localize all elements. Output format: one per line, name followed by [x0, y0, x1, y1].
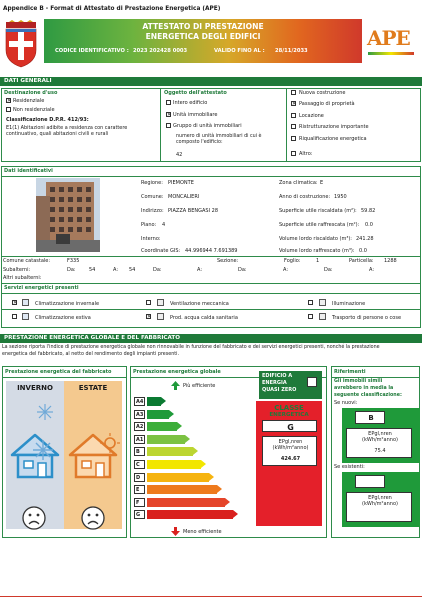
- region-logo: [2, 20, 40, 68]
- checkbox-new-construction[interactable]: [291, 90, 296, 95]
- cadastral-top-rule: [1, 256, 421, 257]
- ref-existing-ep-2: (kWh/m²anno): [362, 501, 398, 507]
- ep-label-2: (kWh/m²anno): [272, 445, 309, 451]
- ref-existing-label: Se esistenti:: [334, 464, 365, 470]
- scale-class-box-f: F: [134, 498, 145, 507]
- scale-arrow-c: [147, 460, 201, 469]
- ep-box: [262, 436, 317, 466]
- lighting-label: Illuminazione: [332, 301, 366, 307]
- use-nonresidential-label: Non residenziale: [13, 107, 55, 113]
- references-title: Riferimenti: [334, 369, 366, 375]
- other-subalterni-label: Altri subalterni:: [3, 275, 42, 281]
- region-label: Regione:: [141, 180, 163, 186]
- use-residential-label: Residenziale: [13, 98, 45, 104]
- ep-value: 424.67: [280, 456, 301, 462]
- section-general-bar: DATI GENERALI: [0, 77, 422, 86]
- municipality-value: MONCALIERI: [168, 194, 200, 200]
- classification-text-1: E1(1) Abitazioni adibite a residenza con carattere: [6, 125, 128, 131]
- cadastral-value: F335: [67, 258, 80, 264]
- checkbox-lease[interactable]: [291, 113, 296, 118]
- ref-text-1: Gli immobili simili: [334, 379, 383, 384]
- scale-arrow-d: [147, 473, 209, 482]
- checkbox-residential[interactable]: ✕: [7, 98, 12, 104]
- identification-title: Dati identificativi: [4, 168, 53, 174]
- address-label: Indirizzo:: [141, 208, 164, 214]
- arrow-up-icon: [171, 381, 180, 390]
- piemonte-shield-icon: [2, 20, 40, 68]
- municipality-label: Comune:: [141, 194, 164, 200]
- ape-logo-underline: [368, 52, 414, 55]
- banner-title-line2: ENERGETICA DEGLI EDIFICI: [145, 32, 261, 41]
- cadastral-label: Comune catastale:: [3, 258, 51, 264]
- address-value: PIAZZA BENGASI 28: [168, 208, 218, 214]
- snowflake-small-icon: [36, 403, 54, 421]
- sub-da-label-3: Da:: [238, 267, 247, 273]
- appendix-title: Appendice B - Format di Attestato di Prestazione Energetica (APE): [3, 6, 221, 12]
- scale-class-box-a4: A4: [136, 399, 144, 405]
- obj-count-label-2: composto l'edificio:: [176, 140, 223, 145]
- performance-intro-2: energetica del fabbricato, al netto del rendimento degli impianti presenti.: [2, 352, 179, 357]
- checkbox-winter[interactable]: ✕: [13, 300, 18, 306]
- checkbox-other[interactable]: [291, 151, 296, 156]
- gis-label: Coordinate GIS:: [141, 248, 181, 254]
- services-frame: [1, 283, 421, 328]
- less-efficient-label: Meno efficiente: [183, 529, 222, 535]
- parcel-value: 1288: [384, 258, 397, 264]
- floor-value: 4: [162, 222, 166, 228]
- scale-arrow-a2: [147, 422, 177, 431]
- sheet-label: Foglio:: [284, 258, 301, 264]
- scale-arrow-b: [147, 447, 193, 456]
- scale-class-box-a1: A1: [136, 436, 144, 443]
- sub-from-value: 54: [89, 267, 96, 273]
- identification-title-rule: [1, 176, 421, 177]
- title-banner: [44, 19, 362, 63]
- checkbox-requalification[interactable]: [291, 136, 296, 141]
- scale-class-box-a2: A2: [136, 424, 144, 431]
- year-value: 1950: [334, 194, 347, 200]
- reason-other-label: Altro:: [299, 151, 313, 157]
- ref-existing-ep-box: [346, 492, 412, 522]
- current-class-value: G: [287, 423, 294, 432]
- interior-label: Interno:: [141, 236, 161, 242]
- nzeb-line-1: EDIFICIO A: [262, 373, 293, 379]
- scale-class-box-a3: A3: [136, 411, 144, 418]
- sub-a-label-4: A:: [369, 267, 375, 273]
- sub-da-label-2: Da:: [153, 267, 162, 273]
- building-photo: [36, 178, 100, 252]
- reason-transfer-label: Passaggio di proprietà: [299, 101, 355, 107]
- classification-title: Classificazione D.P.R. 412/93:: [6, 117, 89, 123]
- climate-value: E: [320, 180, 324, 186]
- ref-new-ep-2: (kWh/m²anno): [362, 437, 398, 443]
- heated-area-label: Superficie utile riscaldata (m²):: [279, 208, 357, 214]
- building-performance-title: Prestazione energetica del fabbricato: [5, 369, 112, 375]
- scale-arrow-e: [147, 485, 217, 494]
- cooled-volume-label: Volume lordo raffrescato (m³):: [279, 248, 355, 254]
- nzeb-line-2: ENERGIA: [262, 380, 287, 386]
- cooled-area-label: Superficie utile raffrescata (m²):: [279, 222, 360, 228]
- year-label: Anno di costruzione:: [279, 194, 331, 200]
- winter-label: Climatizzazione invernale: [35, 301, 100, 307]
- scale-arrow-f: [147, 498, 225, 507]
- section-performance-bar: PRESTAZIONE ENERGETICA GLOBALE E DEL FABBRICATO: [0, 334, 422, 343]
- ref-text-3: seguente classificazione:: [334, 393, 402, 398]
- checkbox-hot-water[interactable]: ✕: [147, 314, 152, 320]
- sub-da-label-1: Da:: [67, 267, 76, 273]
- valid-value: 28/11/2033: [275, 48, 308, 54]
- cooled-volume-value: 0.0: [359, 248, 367, 254]
- checkbox-group[interactable]: [166, 123, 171, 128]
- arrow-down-icon: [171, 527, 180, 536]
- heated-area-value: 59.82: [361, 208, 376, 214]
- ref-text-2: avrebbero in media la: [334, 386, 394, 391]
- sub-a-label-3: A:: [283, 267, 289, 273]
- nzeb-line-3: QUASI ZERO: [262, 387, 297, 393]
- page-bottom-rule: [0, 596, 422, 597]
- checkbox-unit[interactable]: ✕: [167, 112, 172, 118]
- sub-da-label-4: Da:: [324, 267, 333, 273]
- valid-label: VALIDO FINO AL :: [214, 48, 265, 54]
- winter-label-heading: INVERNO: [17, 384, 53, 392]
- reason-requalification-label: Riqualificazione energetica: [299, 136, 367, 142]
- checkbox-renovation[interactable]: [291, 124, 296, 129]
- building-performance-rule: [2, 377, 127, 378]
- nzeb-box: [259, 371, 322, 399]
- building-photo-image: [36, 178, 100, 252]
- scale-arrow-a1: [147, 435, 185, 444]
- ref-existing-ep-1: EPgl,nren: [368, 495, 392, 501]
- sub-to-value: 54: [129, 267, 136, 273]
- ref-new-label: Se nuovi:: [334, 400, 358, 406]
- hot-water-label: Prod. acqua calda sanitaria: [170, 315, 238, 321]
- sun-icon: [100, 433, 120, 453]
- scale-class-box-g: G: [134, 510, 145, 519]
- nzeb-checkbox[interactable]: [307, 377, 317, 387]
- checkbox-whole-building[interactable]: [166, 100, 171, 105]
- scale-class-box-d: D: [134, 473, 145, 482]
- code-label: CODICE IDENTIFICATIVO :: [55, 48, 129, 54]
- current-class-box: [262, 420, 317, 432]
- summer-label-heading: ESTATE: [78, 384, 108, 392]
- scale-arrow-a4: [147, 397, 161, 406]
- scale-class-box-c: C: [134, 460, 145, 469]
- checkbox-transfer[interactable]: ✕: [292, 101, 297, 107]
- obj-count-label-1: numero di unità immobiliari di cui è: [176, 134, 262, 139]
- scale-class-box-b: B: [134, 447, 145, 456]
- reason-renovation-label: Ristrutturazione importante: [299, 124, 369, 130]
- class-label-2: ENERGETICA: [269, 412, 309, 418]
- banner-title-line1: ATTESTATO DI PRESTAZIONE: [142, 22, 264, 31]
- ref-new-value: 75.4: [374, 448, 386, 454]
- region-value: PIEMONTE: [168, 180, 194, 186]
- obj-whole-label: Intero edificio: [173, 100, 208, 106]
- general-divider-1: [160, 88, 161, 162]
- sub-a-label-1: A:: [113, 267, 119, 273]
- transport-label: Trasporto di persone o cose: [332, 315, 402, 321]
- ape-logo-text: APE: [367, 26, 410, 50]
- winter-sad-face-icon: [21, 505, 47, 531]
- reason-lease-label: Locazione: [299, 113, 324, 119]
- ape-logo: [364, 22, 420, 62]
- scale-arrow-g: [147, 510, 233, 519]
- gis-value: 44.996944 7.691389: [185, 248, 238, 254]
- services-title: Servizi energetici presenti: [4, 285, 79, 291]
- obj-group-label: Gruppo di unità immobiliari: [173, 123, 242, 129]
- classification-text-2: continuativo, quali abitazioni civili e rurali: [6, 131, 109, 137]
- reason-new-label: Nuova costruzione: [299, 90, 346, 96]
- general-divider-2: [286, 88, 287, 162]
- ref-new-ep-box: [346, 428, 412, 458]
- ref-new-class-box: [355, 411, 385, 424]
- sub-a-label-2: A:: [197, 267, 203, 273]
- ref-new-ep-1: EPgl,nren: [368, 431, 392, 437]
- object-title: Oggetto dell'attestato: [164, 90, 227, 96]
- code-value: 2023 202428 0003: [133, 48, 188, 54]
- references-rule: [331, 377, 420, 378]
- heated-volume-value: 241.28: [356, 236, 374, 242]
- floor-label: Piano:: [141, 222, 157, 228]
- climate-label: Zona climatica:: [279, 180, 318, 186]
- checkbox-nonresidential[interactable]: [6, 107, 11, 112]
- heated-volume-label: Volume lordo riscaldato (m³):: [279, 236, 352, 242]
- summer-sad-face-icon: [80, 505, 106, 531]
- obj-count-value: 42: [176, 152, 183, 158]
- use-title: Destinazione d'uso: [4, 90, 58, 96]
- subalterni-label: Subalterni:: [3, 267, 31, 273]
- sheet-value: 1: [316, 258, 320, 264]
- snowflake-icon: [32, 439, 54, 461]
- cooled-area-value: 0.0: [365, 222, 373, 228]
- parcel-label: Particella:: [349, 258, 374, 264]
- global-performance-title: Prestazione energetica globale: [133, 369, 221, 375]
- summer-label: Climatizzazione estiva: [35, 315, 91, 321]
- ref-new-class: B: [368, 414, 374, 422]
- ref-existing-class-box: [355, 475, 385, 488]
- ep-label-1: EPgl,nren: [278, 439, 303, 445]
- ventilation-label: Ventilazione meccanica: [170, 301, 229, 307]
- section-label: Sezione:: [217, 258, 239, 264]
- performance-intro-1: La sezione riporta l'indice di prestazione energetica globale non rinnovabile in funzione del fabbricato e dei servizi energetici presenti, nonché la prestazione: [2, 345, 380, 350]
- obj-unit-label: Unità immobiliare: [173, 112, 218, 118]
- class-label-1: CLASSE: [274, 404, 304, 412]
- scale-arrow-a3: [147, 410, 169, 419]
- scale-class-box-e: E: [134, 485, 145, 494]
- more-efficient-label: Più efficiente: [183, 383, 216, 389]
